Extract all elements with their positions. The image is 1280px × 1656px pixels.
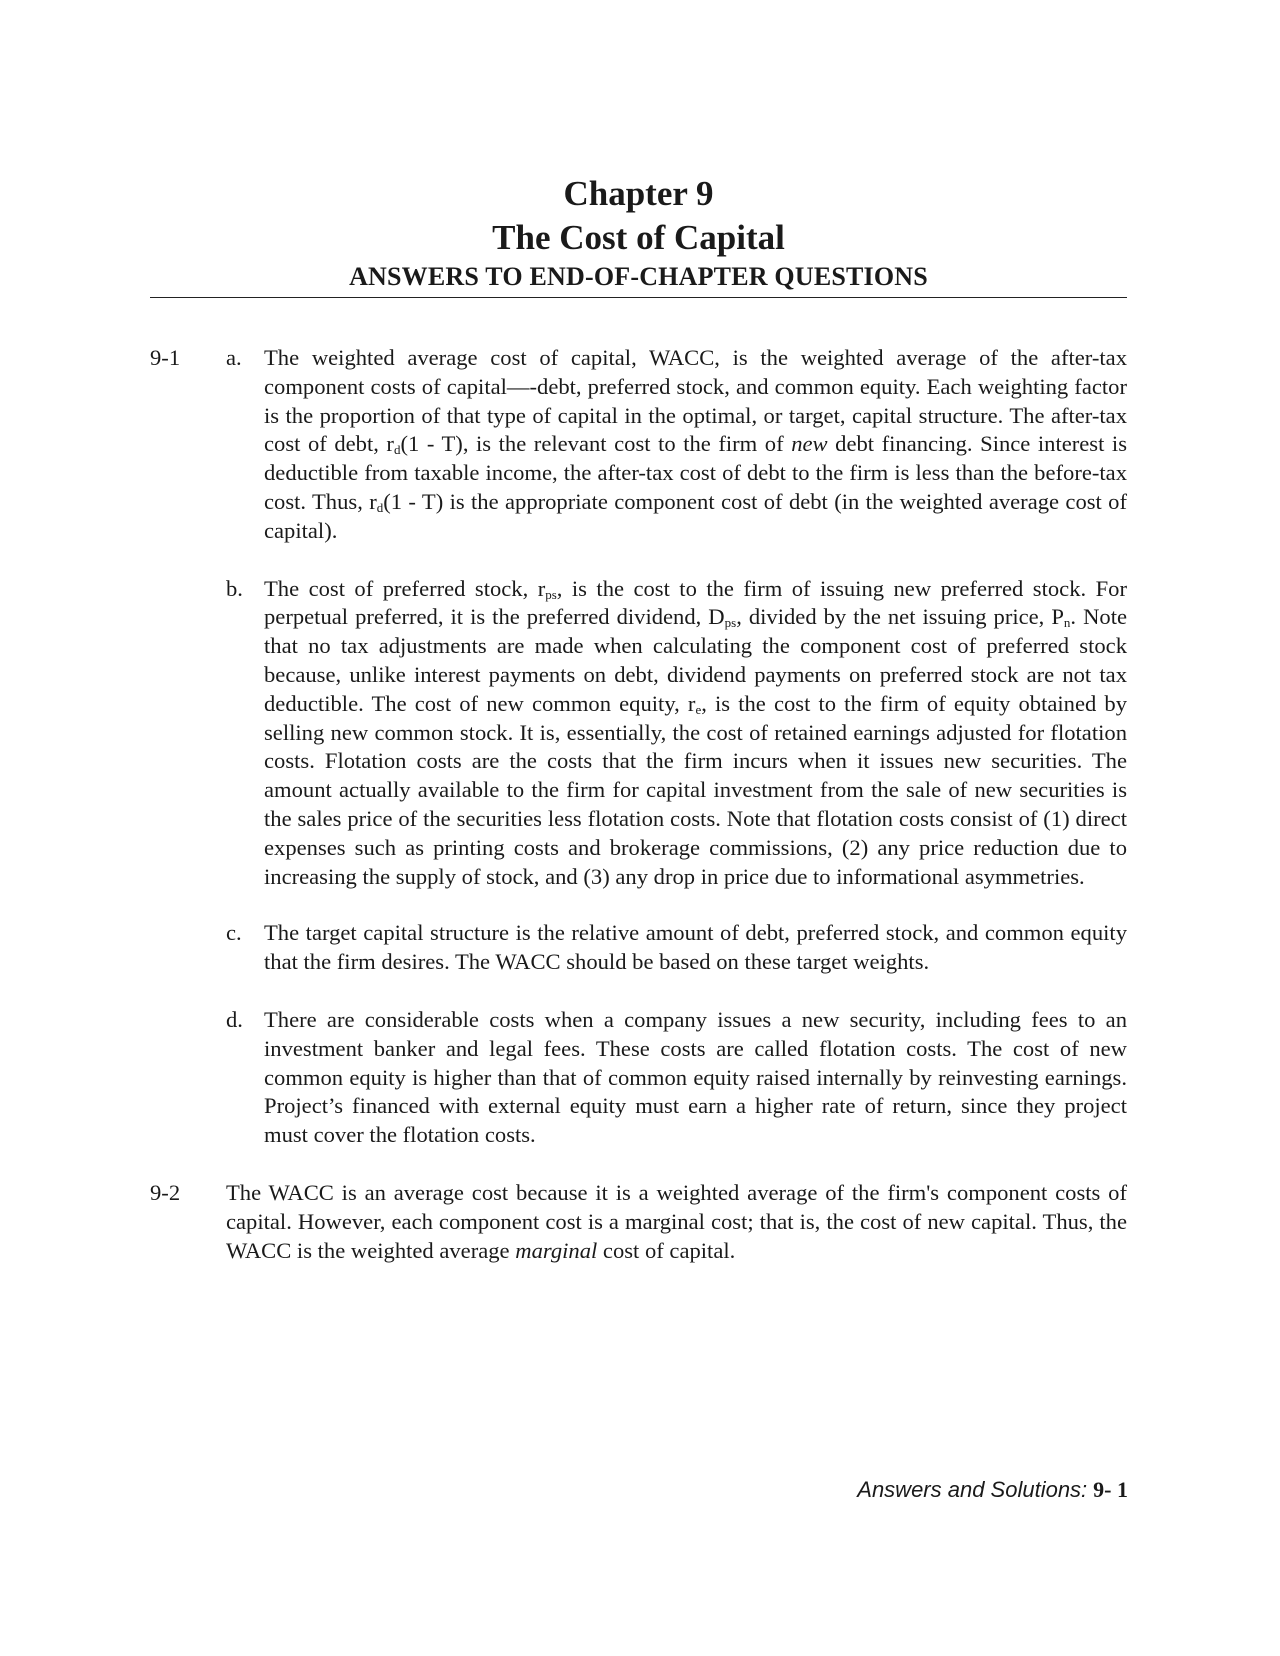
- text-run: cost of capital.: [597, 1237, 736, 1263]
- subscript: ps: [545, 586, 557, 602]
- part-d-text: There are considerable costs when a company issues a new security, including fees to an investment banker and legal fees. These costs are called flotation costs. The cost of new common equity is higher than that of common equity raised internally by reinvesting earnings. Project’s financed with external equity must earn a higher rate of return, since they project must cover the flotation costs.: [264, 1006, 1127, 1148]
- text-run: . Note that no tax adjustments are made when calculating the component cost of preferred stock because, unlike interest payments on debt, dividend payments on preferred stock are not tax deductible. The cost of new common equity, r: [264, 604, 1128, 716]
- question-9-1: [150, 344, 1127, 1150]
- part-letter: b.: [226, 575, 243, 601]
- question-number: 9-1: [150, 345, 181, 370]
- text-run: The WACC is an average cost because it is a weighted average of the firm's component costs of capital. However, each component cost is a marginal cost; that is, the cost of new capital. Thus, the WACC is the weighted average: [226, 1179, 1127, 1263]
- text-run: , is the cost to the firm of equity obtained by selling new common stock. It is, essentially, the cost of retained earnings adjusted for flotation costs. Flotation costs are the costs that the firm incurs when it issues new securities. The amount actually available to the firm for capital investment from the sale of new securities is the sales price of the securities less flotation costs. Note that flotation costs consist of (1) direct expenses such as printing costs and brokerage commissions, (2) any price reduction due to increasing the supply of stock, and (3) any drop in price due to informational asymmetries.: [264, 690, 1127, 889]
- section-subtitle: ANSWERS TO END-OF-CHAPTER QUESTIONS: [349, 262, 928, 291]
- question-number: 9-2: [150, 1179, 181, 1205]
- subscript: n: [1063, 615, 1071, 631]
- part-a-text: [264, 344, 1127, 546]
- part-letter: c.: [226, 920, 242, 946]
- chapter-number: Chapter 9: [563, 174, 714, 213]
- page-footer: [857, 1476, 1128, 1504]
- chapter-title: The Cost of Capital: [492, 218, 785, 257]
- subscript: ps: [724, 615, 737, 631]
- text-run: , divided by the net issuing price, P: [736, 604, 1064, 630]
- chapter-header: [150, 172, 1127, 298]
- part-a: [226, 344, 1127, 546]
- part-d: [226, 1006, 1127, 1150]
- emphasis: new: [791, 431, 828, 457]
- text-run: (1 - T) is the appropriate component cost of debt (in the weighted average cost of capital).: [264, 488, 1127, 543]
- footer-label: Answers and Solutions:: [857, 1477, 1088, 1502]
- subscript: e: [695, 701, 702, 717]
- part-b-text: [264, 575, 1127, 892]
- subscript: d: [376, 499, 384, 515]
- text-run: , is the cost to the firm of issuing new preferred stock. For perpetual preferred, it is the preferred dividend, D: [264, 575, 1127, 630]
- emphasis: marginal: [515, 1237, 598, 1263]
- part-c-text: The target capital structure is the relative amount of debt, preferred stock, and common equity that the firm desires. The WACC should be based on these target weights.: [264, 920, 1127, 975]
- answers-body: [150, 344, 1127, 1265]
- part-b: [226, 575, 1127, 892]
- question-9-2: [150, 1179, 1127, 1265]
- text-run: The weighted average cost of capital, WACC, is the weighted average of the after-tax component costs of capital—-debt, preferred stock, and common equity. Each weighting factor is the proportion of that type of capital in the optimal, or target, capital structure. The after-tax cost of debt, r: [264, 345, 1127, 457]
- text-run: The cost of preferred stock, r: [264, 575, 546, 601]
- part-c: [226, 919, 1127, 977]
- part-letter: a.: [226, 345, 242, 370]
- text-run: debt financing. Since interest is deductible from taxable income, the after-tax cost of debt to the firm is less than the before-tax cost. Thus, r: [264, 431, 1128, 514]
- page-number: 9- 1: [1093, 1477, 1128, 1502]
- subscript: d: [393, 442, 401, 458]
- part-letter: d.: [226, 1006, 243, 1032]
- text-run: (1 - T), is the relevant cost to the firm of: [400, 431, 792, 457]
- question-9-2-text: [226, 1179, 1127, 1265]
